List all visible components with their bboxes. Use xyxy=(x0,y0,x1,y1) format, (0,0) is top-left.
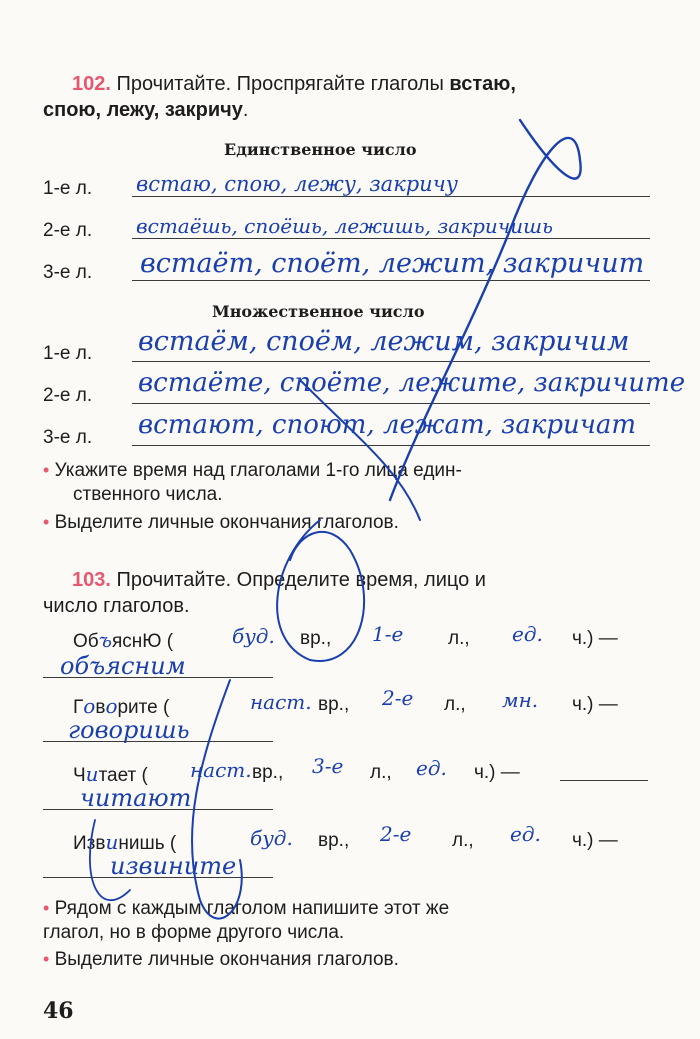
label-l: л., xyxy=(448,628,470,649)
singular-heading: Единственное число xyxy=(224,140,417,159)
instruction-cont: ственного числа. xyxy=(73,484,223,505)
inserted-letter: и xyxy=(85,762,99,786)
ex102-number: 102. xyxy=(72,73,111,95)
label-ch: ч.) — xyxy=(572,628,618,649)
answer-line xyxy=(132,361,650,362)
dictation-word xyxy=(73,628,173,653)
answer-line xyxy=(132,238,650,239)
label-vr: вр., xyxy=(318,830,350,851)
person-answer: 2-е xyxy=(382,686,414,710)
ex103-number: 103. xyxy=(72,569,111,591)
ex102-title xyxy=(72,71,672,97)
number-answer: ед. xyxy=(416,756,447,780)
instruction xyxy=(43,947,399,972)
word-part: рите ( xyxy=(117,697,170,718)
plural-heading: Множественное число xyxy=(212,302,425,321)
answer-line xyxy=(132,445,650,446)
ex103-prompt: Прочитайте. Определите время, лицо и xyxy=(116,569,486,591)
ex103-title-line2: число глаголов. xyxy=(43,595,190,617)
handwritten-answer: читают xyxy=(80,784,192,812)
handwritten-answer: объясним xyxy=(60,652,186,680)
word-part: яснЮ ( xyxy=(112,631,174,652)
handwritten-answer: встаёте, споёте, лежите, закричите xyxy=(138,368,686,398)
number-answer: мн. xyxy=(502,688,539,712)
tense-answer: наст. xyxy=(190,758,252,782)
word-part: нишь ( xyxy=(118,833,177,854)
instruction-text: Укажите время над глаголами 1-го лица един- xyxy=(54,460,462,481)
word-part: Г xyxy=(73,697,84,718)
label-ch: ч.) — xyxy=(474,762,520,783)
answer-line xyxy=(132,196,650,197)
person-answer: 1-е xyxy=(372,622,404,646)
person-answer: 3-е xyxy=(312,754,344,778)
instruction-text: Рядом с каждым глаголом напишите этот же xyxy=(54,898,450,919)
label-l: л., xyxy=(444,694,466,715)
handwritten-answer: говоришь xyxy=(68,716,190,744)
label-ch: ч.) — xyxy=(572,830,618,851)
instruction-cont: глагол, но в форме другого числа. xyxy=(43,922,345,943)
ex102-verbs-a: встаю, xyxy=(449,73,516,95)
bullet-icon: • xyxy=(43,898,50,918)
label-vr: вр., xyxy=(300,628,332,649)
instruction-text: Выделите личные окончания глаголов. xyxy=(54,512,399,533)
word-part: Об xyxy=(73,631,99,652)
inserted-letter: о xyxy=(83,694,96,718)
word-part: в xyxy=(95,697,106,718)
tense-answer: буд. xyxy=(232,624,275,648)
row-label: 1-е л. xyxy=(43,178,93,199)
handwritten-answer: встают, споют, лежат, закричат xyxy=(138,410,637,440)
label-ch: ч.) — xyxy=(572,694,618,715)
person-answer: 2-е xyxy=(380,822,412,846)
handwritten-answer: встаю, спою, лежу, закричу xyxy=(136,172,458,196)
row-label: 2-е л. xyxy=(43,220,93,241)
handwritten-answer: встаёшь, споёшь, лежишь, закричишь xyxy=(136,214,553,238)
instruction xyxy=(43,896,449,921)
inserted-letter: и xyxy=(105,830,119,854)
handwritten-answer: встаём, споём, лежим, закричим xyxy=(138,326,630,357)
ex102-prompt: Прочитайте. Проспрягайте глаголы xyxy=(116,73,450,95)
number-answer: ед. xyxy=(510,822,541,846)
label-l: л., xyxy=(370,762,392,783)
handwritten-answer: извините xyxy=(110,852,237,880)
inserted-letter: ъ xyxy=(98,628,113,652)
tense-answer: буд. xyxy=(250,826,293,850)
ex103-title xyxy=(72,567,682,593)
instruction xyxy=(43,458,462,483)
row-label: 1-е л. xyxy=(43,343,93,364)
label-vr: вр., xyxy=(318,694,350,715)
row-label: 3-е л. xyxy=(43,427,93,448)
bullet-icon: • xyxy=(43,460,50,480)
inserted-letter: о xyxy=(105,694,118,718)
ex102-verbs-b: спою, лежу, закричу xyxy=(43,99,243,121)
instruction xyxy=(43,510,399,535)
handwritten-answer: встаёт, споёт, лежит, закричит xyxy=(140,248,645,279)
ex102-title-line2 xyxy=(43,97,248,123)
answer-line xyxy=(560,780,648,781)
word-part: тает ( xyxy=(98,765,148,786)
row-label: 2-е л. xyxy=(43,385,93,406)
answer-line xyxy=(132,280,650,281)
row-label: 3-е л. xyxy=(43,262,93,283)
word-part: Ч xyxy=(73,765,86,786)
label-vr: вр., xyxy=(252,762,284,783)
number-answer: ед. xyxy=(512,622,543,646)
page-number: 46 xyxy=(43,998,74,1024)
instruction-text: Выделите личные окончания глаголов. xyxy=(54,949,399,970)
answer-line xyxy=(132,403,650,404)
bullet-icon: • xyxy=(43,512,50,532)
tense-answer: наст. xyxy=(250,690,312,714)
bullet-icon: • xyxy=(43,949,50,969)
label-l: л., xyxy=(452,830,474,851)
word-part: Изв xyxy=(73,833,106,854)
ex102-end: . xyxy=(242,99,249,121)
